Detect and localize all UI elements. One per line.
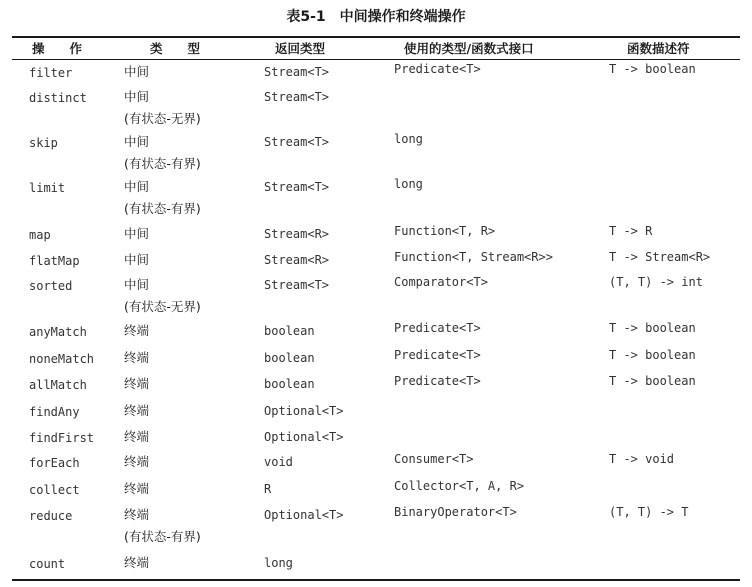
operation-type: 中间 bbox=[124, 134, 150, 149]
functional-interface: Predicate<T> bbox=[394, 321, 481, 335]
functional-interface: Consumer<T> bbox=[394, 452, 474, 466]
operation-state: (有状态-有界) bbox=[124, 529, 201, 544]
operation-type: 终端 bbox=[124, 403, 150, 418]
operation-state: (有状态-无界) bbox=[124, 111, 201, 126]
operation-name: map bbox=[29, 228, 51, 242]
return-type: Stream<T> bbox=[264, 135, 330, 149]
operation-name: flatMap bbox=[29, 254, 80, 268]
operation-name: allMatch bbox=[29, 378, 87, 392]
table-title: 表5-1 中间操作和终端操作 bbox=[286, 9, 466, 25]
operation-type: 终端 bbox=[124, 429, 150, 444]
return-type: long bbox=[264, 556, 293, 570]
header-operation: 操 作 bbox=[32, 41, 83, 56]
operation-name: findAny bbox=[29, 405, 80, 419]
return-type: R bbox=[264, 482, 272, 496]
operation-name: filter bbox=[29, 66, 73, 80]
header-rule bbox=[12, 59, 740, 60]
functional-interface: Collector<T, A, R> bbox=[394, 479, 525, 493]
return-type: Stream<R> bbox=[264, 253, 330, 267]
function-descriptor: (T, T) -> int bbox=[609, 275, 703, 289]
operation-type: 中间 bbox=[124, 226, 150, 241]
table-bottom-rule bbox=[12, 579, 740, 581]
return-type: Optional<T> bbox=[264, 404, 344, 418]
operation-type: 终端 bbox=[124, 376, 150, 391]
operation-state: (有状态-有界) bbox=[124, 156, 201, 171]
operation-name: anyMatch bbox=[29, 325, 87, 339]
function-descriptor: T -> void bbox=[609, 452, 675, 466]
operation-type: 中间 bbox=[124, 277, 150, 292]
operation-name: sorted bbox=[29, 279, 73, 293]
operation-type: 中间 bbox=[124, 89, 150, 104]
return-type: void bbox=[264, 455, 293, 469]
return-type: Optional<T> bbox=[264, 430, 344, 444]
operation-name: findFirst bbox=[29, 431, 95, 445]
operation-type: 终端 bbox=[124, 323, 150, 338]
operation-name: skip bbox=[29, 136, 58, 150]
operation-name: limit bbox=[29, 181, 66, 195]
operation-name: count bbox=[29, 557, 66, 571]
operation-name: reduce bbox=[29, 509, 73, 523]
operation-type: 中间 bbox=[124, 64, 150, 79]
functional-interface: Function<T, Stream<R>> bbox=[394, 250, 553, 264]
header-return-type: 返回类型 bbox=[275, 41, 326, 56]
operation-state: (有状态-无界) bbox=[124, 299, 201, 314]
function-descriptor: (T, T) -> T bbox=[609, 505, 689, 519]
header-type: 类 型 bbox=[150, 41, 201, 56]
operation-type: 终端 bbox=[124, 507, 150, 522]
operation-type: 中间 bbox=[124, 179, 150, 194]
operation-type: 终端 bbox=[124, 481, 150, 496]
operation-type: 中间 bbox=[124, 252, 150, 267]
functional-interface: Comparator<T> bbox=[394, 275, 488, 289]
operation-type: 终端 bbox=[124, 454, 150, 469]
function-descriptor: T -> boolean bbox=[609, 348, 696, 362]
function-descriptor: T -> Stream<R> bbox=[609, 250, 711, 264]
function-descriptor: T -> R bbox=[609, 224, 653, 238]
return-type: boolean bbox=[264, 377, 315, 391]
return-type: Stream<T> bbox=[264, 278, 330, 292]
functional-interface: BinaryOperator<T> bbox=[394, 505, 517, 519]
function-descriptor: T -> boolean bbox=[609, 321, 696, 335]
return-type: Stream<T> bbox=[264, 65, 330, 79]
functional-interface: Predicate<T> bbox=[394, 62, 481, 76]
header-descriptor: 函数描述符 bbox=[627, 41, 690, 56]
return-type: Stream<T> bbox=[264, 90, 330, 104]
return-type: boolean bbox=[264, 351, 315, 365]
function-descriptor: T -> boolean bbox=[609, 374, 696, 388]
return-type: Stream<T> bbox=[264, 180, 330, 194]
operation-type: 终端 bbox=[124, 350, 150, 365]
operation-name: collect bbox=[29, 483, 80, 497]
return-type: boolean bbox=[264, 324, 315, 338]
functional-interface: Predicate<T> bbox=[394, 374, 481, 388]
header-interface: 使用的类型/函数式接口 bbox=[404, 41, 534, 56]
return-type: Optional<T> bbox=[264, 508, 344, 522]
functional-interface: Function<T, R> bbox=[394, 224, 496, 238]
operation-name: distinct bbox=[29, 91, 87, 105]
functional-interface: long bbox=[394, 177, 423, 191]
functional-interface: long bbox=[394, 132, 423, 146]
operation-name: forEach bbox=[29, 456, 80, 470]
functional-interface: Predicate<T> bbox=[394, 348, 481, 362]
operation-type: 终端 bbox=[124, 555, 150, 570]
operation-state: (有状态-有界) bbox=[124, 201, 201, 216]
function-descriptor: T -> boolean bbox=[609, 62, 696, 76]
return-type: Stream<R> bbox=[264, 227, 330, 241]
operation-name: noneMatch bbox=[29, 352, 95, 366]
